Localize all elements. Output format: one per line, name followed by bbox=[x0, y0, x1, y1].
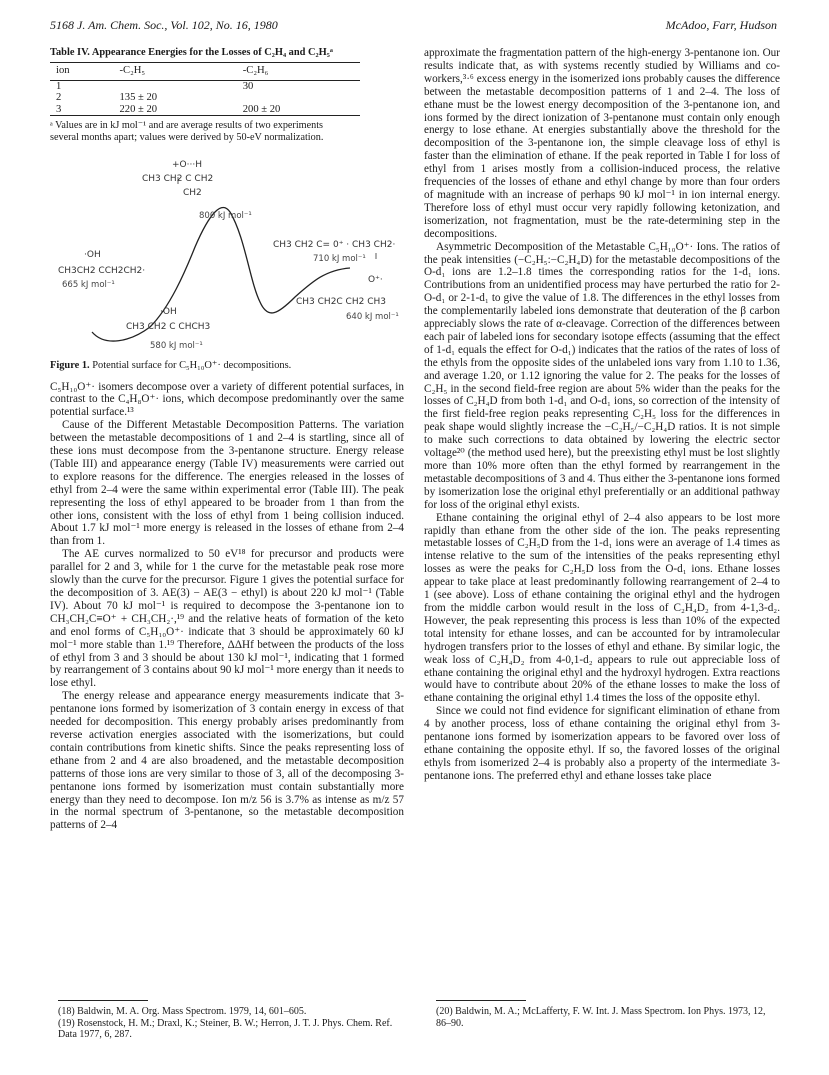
fig-energy-left: 665 kJ mol⁻¹ bbox=[62, 279, 115, 290]
table-cell bbox=[113, 80, 236, 92]
body-paragraph: Cause of the Different Metastable Decomposition Patterns. The variation between the metastable decompositions of 1 and 2–4 is startling, since all of these ions must decompose from the 3-pentanone structure. Energy release (Table III) and appearance energy (Table IV) measurements were carried out to explore reasons for the difference. The energies released in the losses of ethyl from 2–4 were the same within experimental error (Table III). The peak representing the loss of ethyl appeared to be broader from 1 than from the other ions, consistent with the loss of ethyl from 1 being collision induced. About 1.7 kJ mol⁻¹ more energy is released in the losses of ethane from 2–4 than from 1. bbox=[50, 419, 404, 548]
fig-label-bottom-structure: CH3 CH2 C CHCH3 bbox=[126, 321, 211, 332]
table-cell: 3 bbox=[56, 103, 62, 115]
table-cell: 200 ± 20 bbox=[242, 103, 281, 115]
table-cell bbox=[237, 92, 360, 104]
figure-caption-text: Potential surface for C₅H₁₀O⁺· decompositions. bbox=[92, 359, 292, 371]
right-column bbox=[424, 47, 780, 783]
fig-label-bottom-group: ·OH bbox=[160, 306, 177, 317]
fig-label-left-group: ·OH bbox=[84, 249, 101, 260]
body-paragraph: The energy release and appearance energy measurements indicate that 3-pentanone ions formed by isomerization of 3 contain energy in excess of that needed for decomposition. This energy probably arises predominantly from reverse activation energies associated with the isomerizations, but could contain contributions from kinetic shifts. Since the peaks representing loss of ethane from 2 and 4 are also broadened, and the metastable decomposition patterns of those ions are very similar to those of 3, all of the decomposing 3-pentanone ions formed by isomerization must contain substantially more energy than they need to decompose. Ion m/z 56 is 3.7% as intense as m/z 57 in the normal spectrum of 3-pentanone, so the metastable decomposition patterns of 2–4 bbox=[50, 690, 404, 832]
fig-label-right-top-structure: CH3 CH2 C= 0⁺ · CH3 CH2· bbox=[273, 239, 396, 250]
body-paragraph: C₅H₁₀O⁺· isomers decompose over a variety of different potential surfaces, in contrast to the C₄H₈O⁺· ions, which decompose predominantly over the same potential surface.¹³ bbox=[50, 380, 404, 419]
fig-label-top-group: +O···H bbox=[172, 159, 202, 170]
fig-label-right-group: O⁺· bbox=[368, 274, 383, 285]
table-cell: 1 bbox=[56, 80, 62, 92]
fig-label-left-structure: CH3CH2 CCH2CH2· bbox=[58, 265, 146, 276]
footnote-rule-left bbox=[58, 1000, 148, 1001]
fig-label-top-sub: CH2 bbox=[183, 187, 202, 198]
running-header-right: McAdoo, Farr, Hudson bbox=[665, 18, 777, 32]
table-row bbox=[50, 104, 360, 116]
appearance-energy-table bbox=[50, 62, 360, 116]
body-paragraph: Ethane containing the original ethyl of 2–4 also appears to be lost more rapidly than ethane from the other side of the ion. The peaks representing metastable losses of C₂H₅D from the 1-d₁ ions were an average of 1.4 times as intense relative to the sum of the intensities of the peaks representing ethyl losses as were the peaks for C₂H₅D loss from the O-d₁ ions. Ethane losses appear to take place at least predominantly following rearrangement of 2–4 to 1 (see above). Loss of ethane containing the original ethyl and the hydrogen from the middle carbon would result in the loss of C₂H₄D₂ from 4-1,3-d₂. However, the peak representing this process is less than 10% of the expected total intensity for ethane losses, and can be accounted for by intramolecular hydrogen transfers prior to the losses of ethyl and ethane. By similar logic, the weak loss of C₂H₄D₂ from 4-0,1-d₂ appears to rule out appreciable loss of ethane containing the original ethyl and the hydroxyl hydrogen. Extra reactions would have to contribute about 20% of the ethane losses to make the loss of ethane containing the original ethyl 1.4 times the loss of the opposite ethyl. bbox=[424, 511, 780, 705]
footnote: (20) Baldwin, M. A.; McLafferty, F. W. Int. J. Mass Spectrom. Ion Phys. 1973, 12, 86–90. bbox=[436, 1006, 766, 1029]
footnote-rule-right bbox=[436, 1000, 526, 1001]
table-footnote: ᵃ Values are in kJ mol⁻¹ and are average results of two experiments several months apart; values were derived by 50-eV normalization. bbox=[50, 120, 324, 143]
potential-surface-figure bbox=[50, 152, 404, 354]
footnotes-left bbox=[58, 1006, 404, 1041]
fig-label-right-structure: CH3 CH2C CH2 CH3 bbox=[296, 296, 386, 307]
footnote: (19) Rosenstock, H. M.; Draxl, K.; Steiner, B. W.; Herron, J. T. J. Phys. Chem. Ref. Data 1977, 6, 287. bbox=[58, 1017, 393, 1040]
fig-energy-right-top: 710 kJ mol⁻¹ bbox=[313, 253, 366, 264]
table-caption: Table IV. Appearance Energies for the Losses of C₂H₄ and C₂H₅ᵃ bbox=[50, 47, 333, 58]
table-cell: 135 ± 20 bbox=[119, 92, 158, 104]
left-column bbox=[50, 47, 404, 832]
table-header-cell: -C₂H₆ bbox=[237, 63, 360, 81]
table-cell: 220 ± 20 bbox=[119, 103, 158, 115]
table-header-cell: ion bbox=[50, 63, 113, 81]
table-row bbox=[50, 92, 360, 104]
running-header-left: 5168 J. Am. Chem. Soc., Vol. 102, No. 16, 1980 bbox=[50, 18, 278, 32]
figure-caption-label: Figure 1. bbox=[50, 359, 90, 371]
table-header-row bbox=[50, 63, 360, 81]
body-paragraph: The AE curves normalized to 50 eV¹⁸ for precursor and products were parallel for 2 and 3, while for 1 the curve for the metastable peak rose more slowly than the curve for the precursor. Figure 1 gives the potential surface for the decomposition of 3. AE(3) − AE(3 − ethyl) is about 220 kJ mol⁻¹ (Table IV). About 70 kJ mol⁻¹ is required to decompose the 3-pentanone ion to CH₃CH₂C≡O⁺ + CH₃CH₂·,¹⁹ and the relative heats of formation of the keto and enol forms of C₅H₁₀O⁺· indicate that 3 should be approximately 60 kJ mol⁻¹ more stable than 1.¹⁹ Therefore, ΔΔHf between the products of the loss of ethyl from 3 and 3 should be about 130 kJ mol⁻¹, indicating that 1 formed by rearrangement of 3 contains about 90 kJ mol⁻¹ more energy than it needs to lose ethyl. bbox=[50, 548, 404, 690]
body-paragraph: approximate the fragmentation pattern of the high-energy 3-pentanone ion. Our results indicate that, as with systems recently studied by Williams and co-workers,³·⁶ excess energy in the isomerized ions probably causes the difference between the metastable decomposition patterns of 1 and 2–4. The loss of ethane must be the lowest energy decomposition of the 3-pentanone ion, and ions formed by the direct ionization of 3-pentanone must contain only enough energy to lose ethane. At energies substantially above the threshold for the decomposition of the 3-pentanone ion, the simple cleavage loss of ethyl is faster than the elimination of ethane. If the peak reported in Table I for loss of ethyl from 1 arises mostly from a collision-induced process, the relative frequencies of the losses of ethane and ethyl change by more than four orders of magnitude with an increase of perhaps 90 kJ mol⁻¹ in ion internal energy. Therefore loss of ethyl must occur very rapidly following ketonization, and isomerization, not fragmentation, must be the rate-determining step in the decompositions. bbox=[424, 47, 780, 240]
footnotes-right bbox=[436, 1006, 776, 1029]
table-cell: 30 bbox=[242, 80, 254, 92]
fig-label-top-structure: CH3 CH2 C CH2 bbox=[142, 173, 214, 184]
body-paragraph: Since we could not find evidence for significant elimination of ethane from 4 by another process, loss of ethane containing the original ethyl from 3-pentanone ions formed by isomerization appears to be favored over loss of ethane containing the opposite ethyl. If so, the favored losses of the original ethyls from isomerized 2–4 is probably also a property of the intermediate 3-pentanone ions. The preferred ethyl and ethane losses take place bbox=[424, 705, 780, 782]
fig-energy-right: 640 kJ mol⁻¹ bbox=[346, 311, 399, 322]
table-cell: 2 bbox=[56, 92, 62, 104]
table-row bbox=[50, 80, 360, 92]
fig-energy-bottom: 580 kJ mol⁻¹ bbox=[150, 340, 203, 351]
table-header-cell: -C₂H₅ bbox=[113, 63, 236, 81]
body-paragraph: Asymmetric Decomposition of the Metastable C₅H₁₀O⁺· Ions. The ratios of the peak intensities (−C₂H₅:−C₂H₄D) for the metastable decompositions of the O-d₁ ions are 1.2–1.8 times the corresponding ratios for the 1-d₁ ions. Contributions from an unidentified process may have perturbed the ratio for 2-O-d₁ or 2-1-d₁ to give the value of 1.8. The differences in the ethyl losses from the complementarily labeled ions demonstrate that deuteration of the β carbon appreciably slows the rate of α-cleavage. Correction of the differences between each pair of labeled ions for secondary isotope effects (assuming that the effect of 1-d₁ equals the effect for O-d₁) indicates that the ratios of the rates of loss of the ethyls from the opposite sides of the unlabeled ions vary from 1.10 to 1.36, and average 1.20, or 1.12 ignoring the value for 2. The peaks for the losses of C₂H₅ in the second field-free region are about 5% wider than the peaks for the losses of C₂H₄D from both 1-d₁ and O-d₁ ions, so correction of the intensity of the first field-free region peaks representing C₂H₅ loss for the differences in peak shape would slightly increase the −C₂H₅/−C₂H₄D ratios. It is not simple to make such corrections to data obtained by lowering the electric sector voltage²⁰ (the method used here), but the preexisting ethyl must be lost slightly more than 10% more often than the ethyl formed by rearrangement in the metastable decompositions of 3 and 4. Thus either the 3-pentanone ions formed by isomerization lose the original ethyl preferentially or an additional pathway for loss of the original ethyl exists. bbox=[424, 240, 780, 511]
footnote: (18) Baldwin, M. A. Org. Mass Spectrom. 1979, 14, 601–605. bbox=[58, 1006, 307, 1017]
fig-energy-top: 800 kJ mol⁻¹ bbox=[199, 210, 252, 221]
figure-caption bbox=[50, 360, 404, 373]
